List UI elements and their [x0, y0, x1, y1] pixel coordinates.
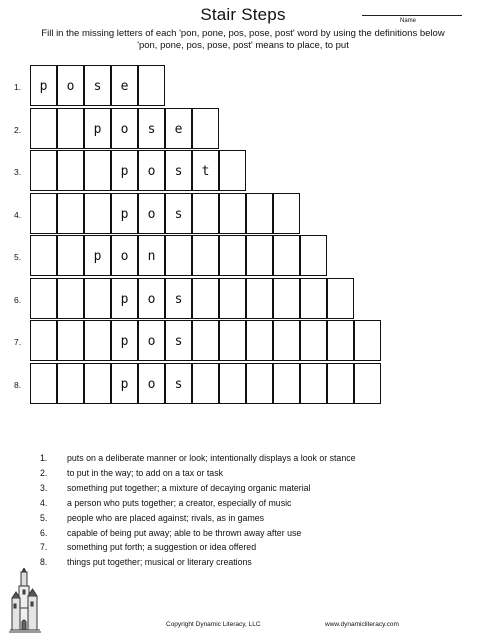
given-letter-cell: o — [138, 150, 165, 191]
definition-text: things put together; musical or literary creations — [67, 557, 252, 568]
letter-cell[interactable] — [57, 320, 84, 361]
given-letter-cell: p — [84, 108, 111, 149]
letter-cell[interactable] — [273, 235, 300, 276]
letter-cell[interactable] — [246, 320, 273, 361]
given-letter-cell: s — [165, 320, 192, 361]
letter-cell[interactable] — [246, 363, 273, 404]
letter-cell[interactable] — [192, 235, 219, 276]
definition-number: 3. — [40, 482, 48, 493]
definition-item — [40, 555, 356, 570]
letter-cell[interactable] — [300, 235, 327, 276]
letter-cell[interactable] — [84, 320, 111, 361]
letter-cell[interactable] — [57, 150, 84, 191]
definition-number: 6. — [40, 527, 48, 538]
letter-cell[interactable] — [300, 363, 327, 404]
letter-cell[interactable] — [219, 193, 246, 234]
given-letter-cell: s — [138, 108, 165, 149]
given-letter-cell: s — [165, 193, 192, 234]
letter-cell[interactable] — [273, 363, 300, 404]
letter-cell[interactable] — [57, 363, 84, 404]
letter-cell[interactable] — [192, 320, 219, 361]
letter-cell[interactable] — [300, 320, 327, 361]
given-letter-cell: p — [111, 320, 138, 361]
letter-cell[interactable] — [246, 278, 273, 319]
given-letter-cell: o — [138, 193, 165, 234]
given-letter-cell: o — [138, 278, 165, 319]
letter-cell[interactable] — [84, 150, 111, 191]
definition-text: people who are placed against; rivals, as in games — [67, 512, 265, 523]
definition-item — [40, 511, 356, 526]
letter-cell[interactable] — [30, 278, 57, 319]
letter-cell[interactable] — [84, 278, 111, 319]
given-letter-cell: o — [111, 108, 138, 149]
letter-cell[interactable] — [57, 278, 84, 319]
letter-cell[interactable] — [30, 108, 57, 149]
definition-item — [40, 496, 356, 511]
definition-text: capable of being put away; able to be thrown away after use — [67, 527, 302, 538]
definition-text: a person who puts together; a creator, especially of music — [67, 497, 292, 508]
definition-item — [40, 526, 356, 541]
copyright-text: Copyright Dynamic Literacy, LLC — [166, 621, 261, 628]
letter-cell[interactable] — [354, 363, 381, 404]
letter-cell[interactable] — [327, 363, 354, 404]
letter-cell[interactable] — [219, 150, 246, 191]
letter-cell[interactable] — [219, 320, 246, 361]
letter-cell[interactable] — [138, 65, 165, 106]
given-letter-cell: o — [138, 320, 165, 361]
name-line — [362, 15, 462, 16]
definition-text: to put in the way; to add on a tax or task — [67, 467, 223, 478]
letter-cell[interactable] — [219, 278, 246, 319]
letter-cell[interactable] — [246, 193, 273, 234]
definition-number: 2. — [40, 467, 48, 478]
letter-cell[interactable] — [192, 193, 219, 234]
definition-text: something put together; a mixture of decaying organic material — [67, 482, 311, 493]
given-letter-cell: p — [111, 278, 138, 319]
given-letter-cell: n — [138, 235, 165, 276]
letter-cell[interactable] — [57, 108, 84, 149]
letter-cell[interactable] — [57, 235, 84, 276]
letter-cell[interactable] — [300, 278, 327, 319]
row-number: 6. — [14, 295, 22, 305]
letter-cell[interactable] — [327, 278, 354, 319]
definition-number: 4. — [40, 497, 48, 508]
letter-cell[interactable] — [354, 320, 381, 361]
letter-cell[interactable] — [30, 193, 57, 234]
letter-cell[interactable] — [273, 320, 300, 361]
given-letter-cell: o — [138, 363, 165, 404]
letter-cell[interactable] — [246, 235, 273, 276]
given-letter-cell: s — [165, 363, 192, 404]
given-letter-cell: p — [84, 235, 111, 276]
definition-number: 5. — [40, 512, 48, 523]
definition-item — [40, 451, 356, 466]
letter-cell[interactable] — [30, 150, 57, 191]
letter-cell[interactable] — [192, 278, 219, 319]
given-letter-cell: p — [111, 193, 138, 234]
letter-cell[interactable] — [219, 235, 246, 276]
definition-number: 7. — [40, 542, 48, 553]
definition-item — [40, 481, 356, 496]
letter-cell[interactable] — [30, 320, 57, 361]
given-letter-cell: e — [111, 65, 138, 106]
name-label: Name — [400, 18, 417, 24]
row-number: 1. — [14, 82, 22, 92]
given-letter-cell: p — [30, 65, 57, 106]
definition-text: something put forth; a suggestion or idea offered — [67, 542, 257, 553]
given-letter-cell: s — [165, 278, 192, 319]
given-letter-cell: s — [165, 150, 192, 191]
letter-cell[interactable] — [192, 108, 219, 149]
given-letter-cell: o — [111, 235, 138, 276]
row-number: 7. — [14, 337, 22, 347]
letter-cell[interactable] — [84, 363, 111, 404]
given-letter-cell: s — [84, 65, 111, 106]
given-letter-cell: t — [192, 150, 219, 191]
definition-number: 1. — [40, 453, 48, 463]
castle-logo-icon — [8, 568, 42, 634]
given-letter-cell: e — [165, 108, 192, 149]
letter-cell[interactable] — [57, 193, 84, 234]
letter-cell[interactable] — [165, 235, 192, 276]
definition-number: 8. — [40, 557, 48, 568]
definition-text: puts on a deliberate manner or look; intentionally displays a look or stance — [67, 453, 356, 463]
letter-cell[interactable] — [273, 193, 300, 234]
letter-cell[interactable] — [273, 278, 300, 319]
worksheet-title: Stair Steps — [200, 5, 286, 24]
letter-cell[interactable] — [327, 320, 354, 361]
definition-item — [40, 466, 356, 481]
given-letter-cell: p — [111, 363, 138, 404]
row-number: 4. — [14, 210, 22, 220]
row-number: 5. — [14, 252, 22, 262]
given-letter-cell: p — [111, 150, 138, 191]
website-text: www.dynamicliteracy.com — [325, 621, 399, 628]
row-number: 8. — [14, 380, 22, 390]
instructions-line-2: 'pon, pone, pos, pose, post' means to place, to put — [137, 40, 349, 51]
definition-item — [40, 540, 356, 555]
row-number: 3. — [14, 167, 22, 177]
letter-cell[interactable] — [30, 363, 57, 404]
given-letter-cell: o — [57, 65, 84, 106]
row-number: 2. — [14, 125, 22, 135]
instructions-line-1: Fill in the missing letters of each 'pon, pone, pos, pose, post' word by using the definitions below — [41, 28, 445, 39]
letter-cell[interactable] — [84, 193, 111, 234]
letter-cell[interactable] — [219, 363, 246, 404]
definitions-list — [40, 451, 356, 570]
letter-cell[interactable] — [192, 363, 219, 404]
letter-cell[interactable] — [30, 235, 57, 276]
